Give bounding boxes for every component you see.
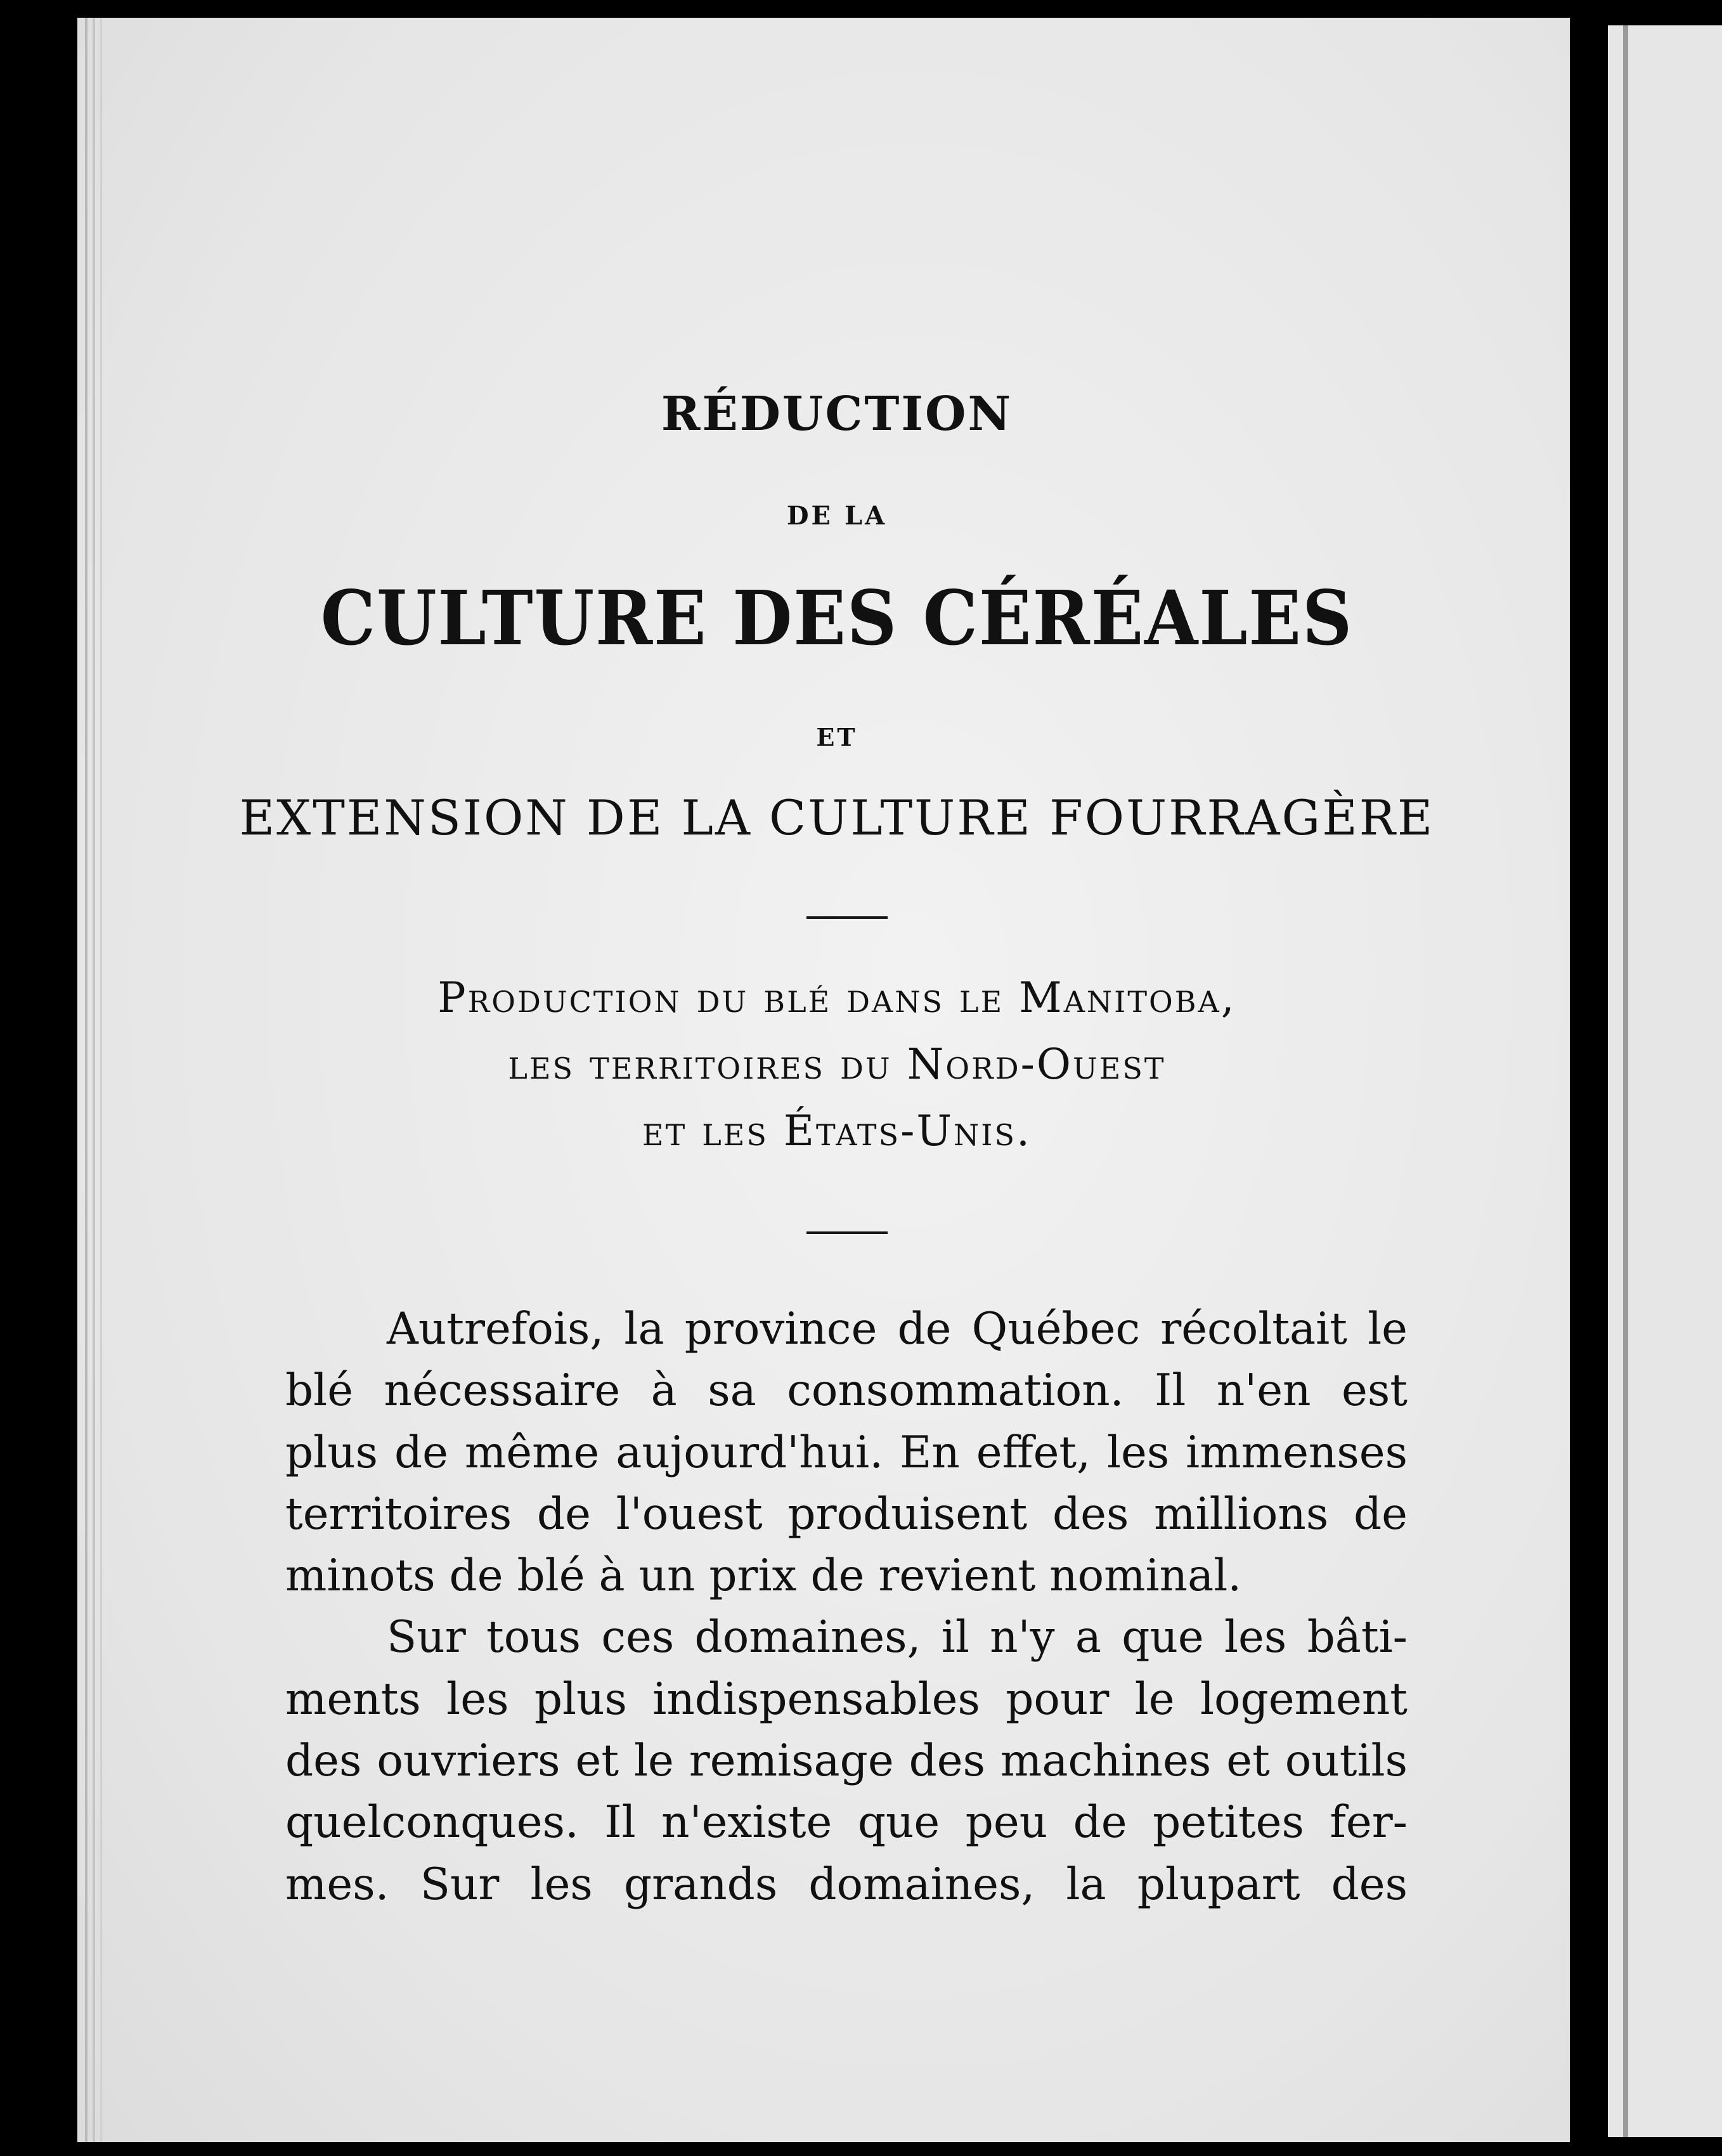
subtitle-line-1: Production du blé dans le Manitoba, — [437, 973, 1236, 1022]
text-line: territoires de l'ouest produisent des millions de — [285, 1488, 1408, 1540]
text-line: Sur tous ces domaines, il n'y a que les bâti- — [387, 1612, 1408, 1663]
text-line: mes. Sur les grands domaines, la plupart des — [285, 1859, 1408, 1910]
subtitle-line-3: et les États-Unis. — [642, 1107, 1032, 1155]
body-text — [285, 1299, 1408, 1916]
divider-rule — [806, 916, 888, 919]
title-conjunction: ET — [816, 723, 858, 751]
title-line-5: EXTENSION DE LA CULTURE FOURRAGÈRE — [239, 789, 1435, 846]
text-line: quelconques. Il n'existe que peu de petites fer- — [285, 1797, 1408, 1848]
text-line: ments les plus indispensables pour le logement — [285, 1673, 1408, 1725]
text-line: plus de même aujourd'hui. En effet, les immenses — [285, 1427, 1408, 1478]
text-line: Autrefois, la province de Québec récoltait le — [387, 1304, 1408, 1354]
title-line-2: DE LA — [786, 501, 888, 531]
text-line: blé nécessaire à sa consommation. Il n'en est — [285, 1365, 1408, 1417]
text-line: minots de blé à un prix de revient nominal. — [285, 1550, 1242, 1602]
subtitle-line-2: les territoires du Nord-Ouest — [508, 1040, 1166, 1089]
title-line-1: RÉDUCTION — [661, 387, 1013, 441]
divider-rule — [806, 1231, 888, 1234]
main-title: CULTURE DES CÉRÉALES — [320, 574, 1354, 662]
text-line: des ouvriers et le remisage des machines et outils — [285, 1736, 1408, 1787]
